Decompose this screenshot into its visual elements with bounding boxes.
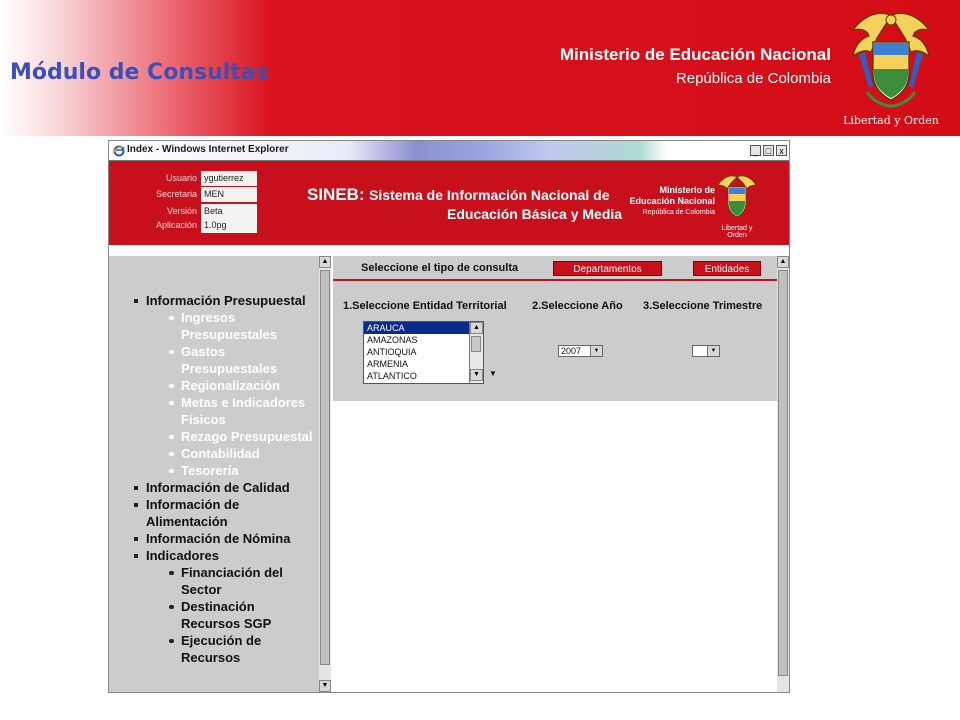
- maximize-button[interactable]: □: [763, 145, 774, 156]
- year-value: 2007: [561, 346, 582, 356]
- entidad-listbox[interactable]: [363, 321, 484, 384]
- nav-scrollbar[interactable]: [319, 256, 331, 692]
- field-label: Secretaria: [155, 189, 197, 199]
- user-row: [115, 171, 259, 186]
- coat-of-arms-icon: [843, 8, 939, 130]
- window-title: Index - Windows Internet Explorer: [127, 144, 289, 155]
- step1-label: 1.Seleccione Entidad Territorial: [343, 300, 507, 312]
- nav-subitem-rezago[interactable]: [109, 428, 321, 445]
- nav-subitem-tesoreria[interactable]: [109, 462, 321, 479]
- nav-subitem-label: Regionalización: [181, 378, 280, 393]
- nav-item-label: Información de Alimentación: [146, 497, 240, 529]
- bullet-icon: [169, 452, 174, 456]
- list-option[interactable]: AMAZONAS: [367, 335, 418, 345]
- nav-item-informacion-nomina[interactable]: [109, 530, 321, 547]
- republic-name: República de Colombia: [675, 70, 831, 87]
- nav-subitem-contabilidad[interactable]: [109, 445, 321, 462]
- main-content: [333, 256, 779, 692]
- slide-header: [0, 0, 960, 136]
- bullet-icon: [134, 503, 138, 507]
- coat-of-arms-icon: [715, 173, 759, 223]
- listbox-scrollbar[interactable]: [469, 322, 483, 383]
- bullet-icon: [169, 350, 174, 354]
- nav-item-label: Información Presupuestal: [146, 293, 306, 308]
- field-value: Beta: [201, 204, 257, 219]
- list-option[interactable]: ATLANTICO: [367, 371, 417, 381]
- close-button[interactable]: x: [776, 145, 787, 156]
- list-option[interactable]: ARMENIA: [367, 359, 409, 369]
- nav-item-label: Información de Calidad: [146, 480, 290, 495]
- bullet-icon: [169, 435, 174, 439]
- nav-subitem-label: Metas e Indicadores Físicos: [181, 395, 306, 427]
- system-acronym: SINEB:: [307, 185, 365, 204]
- secretaria-row: [115, 187, 259, 202]
- scroll-up-arrow-icon[interactable]: ▲: [319, 256, 331, 268]
- nav-subitem-ejecucion[interactable]: [109, 632, 321, 666]
- system-name-line2: Educación Básica y Media: [447, 206, 623, 222]
- list-option[interactable]: ARAUCA: [364, 322, 483, 334]
- browser-window: [108, 140, 790, 693]
- step2-label: 2.Seleccione Año: [532, 300, 623, 312]
- banner-ministry: [623, 185, 715, 218]
- nav-subitem-label: Ingresos Presupuestales: [181, 310, 278, 342]
- nav-subitem-ingresos[interactable]: [109, 309, 321, 343]
- ministry-block: [560, 45, 831, 87]
- nav-subitem-label: Contabilidad: [181, 446, 260, 461]
- banner-ministry-name: Ministerio de Educación Nacional: [629, 185, 715, 206]
- banner-crest-caption: Libertad y Orden: [721, 225, 753, 239]
- bullet-icon: [134, 537, 138, 541]
- nav-subitem-label: Ejecución de Recursos: [181, 633, 262, 665]
- nav-subitem-gastos[interactable]: [109, 343, 321, 377]
- query-type-prompt: Seleccione el tipo de consulta: [361, 262, 519, 274]
- bullet-icon: [169, 605, 174, 609]
- query-panel: [333, 256, 779, 401]
- nav-subitem-label: Tesorería: [181, 463, 239, 478]
- chevron-down-icon: ▼: [590, 346, 602, 356]
- user-info: [115, 171, 259, 239]
- nav-subitem-financiacion[interactable]: [109, 564, 321, 598]
- crest-caption: Libertad y Orden: [843, 114, 939, 127]
- nav-item-informacion-calidad[interactable]: [109, 479, 321, 496]
- nav-item-label: Información de Nómina: [146, 531, 291, 546]
- field-label: Aplicación: [155, 220, 197, 230]
- system-title: [307, 185, 623, 222]
- banner-republic: República de Colombia: [642, 209, 715, 216]
- ministry-name: Ministerio de Educación Nacional: [559, 45, 831, 64]
- list-option[interactable]: ANTIOQUIA: [367, 347, 417, 357]
- bullet-icon: [169, 639, 174, 643]
- field-value: ygutierrez: [201, 171, 257, 186]
- header-divider: [333, 279, 779, 281]
- bullet-icon: [169, 316, 174, 320]
- bullet-icon: [169, 401, 174, 405]
- trimestre-select[interactable]: [692, 345, 720, 357]
- nav-item-informacion-alimentacion[interactable]: [109, 496, 321, 530]
- scroll-down-arrow-icon[interactable]: ▼: [470, 369, 483, 381]
- scrollbar-thumb[interactable]: [320, 270, 330, 665]
- internet-explorer-icon: [113, 144, 125, 162]
- bullet-icon: [134, 486, 138, 490]
- entidades-button[interactable]: Entidades: [693, 261, 761, 276]
- content-scrollbar[interactable]: [777, 256, 789, 692]
- field-value: 1.0pg: [201, 218, 257, 233]
- nav-subitem-metas[interactable]: [109, 394, 321, 428]
- nav-subitem-label: Financiación del Sector: [181, 565, 283, 597]
- bullet-icon: [169, 571, 174, 575]
- minimize-button[interactable]: _: [750, 145, 761, 156]
- scroll-down-arrow-icon[interactable]: ▼: [319, 680, 331, 692]
- nav-subitem-regionalizacion[interactable]: [109, 377, 321, 394]
- bullet-icon: [134, 554, 138, 558]
- year-select[interactable]: [558, 345, 603, 357]
- scroll-up-arrow-icon[interactable]: ▲: [777, 256, 789, 268]
- bullet-icon: [169, 469, 174, 473]
- nav-subitem-destinacion[interactable]: [109, 598, 321, 632]
- chevron-down-icon: ▼: [707, 346, 719, 356]
- nav-item-informacion-presupuestal[interactable]: [109, 292, 321, 309]
- bullet-icon: [169, 384, 174, 388]
- left-navigation: [109, 256, 329, 692]
- field-label: Usuario: [165, 173, 197, 183]
- scroll-up-arrow-icon[interactable]: ▲: [470, 322, 483, 334]
- slide-title: Módulo de Consultas: [10, 60, 269, 85]
- field-value: MEN: [201, 187, 257, 202]
- step3-label: 3.Seleccione Trimestre: [643, 300, 763, 312]
- system-name-line1: Sistema de Información Nacional de: [369, 187, 610, 203]
- nav-subitem-label: Rezago Presupuestal: [181, 429, 313, 444]
- sineb-banner: [109, 161, 789, 245]
- dropdown-indicator-icon: ▼: [489, 369, 497, 378]
- window-titlebar[interactable]: [109, 141, 789, 161]
- nav-list: [109, 256, 321, 666]
- nav-item-label: Indicadores: [146, 548, 219, 563]
- departamentos-button[interactable]: Departamentos: [553, 261, 662, 276]
- nav-item-indicadores[interactable]: [109, 547, 321, 564]
- bullet-icon: [134, 299, 138, 303]
- field-label: Versión: [166, 206, 197, 216]
- scrollbar-thumb[interactable]: [471, 336, 481, 352]
- version-row: [115, 204, 259, 219]
- app-row: [115, 218, 259, 233]
- scrollbar-thumb[interactable]: [778, 270, 788, 676]
- nav-subitem-label: Gastos Presupuestales: [181, 344, 278, 376]
- nav-subitem-label: Destinación Recursos SGP: [181, 599, 272, 631]
